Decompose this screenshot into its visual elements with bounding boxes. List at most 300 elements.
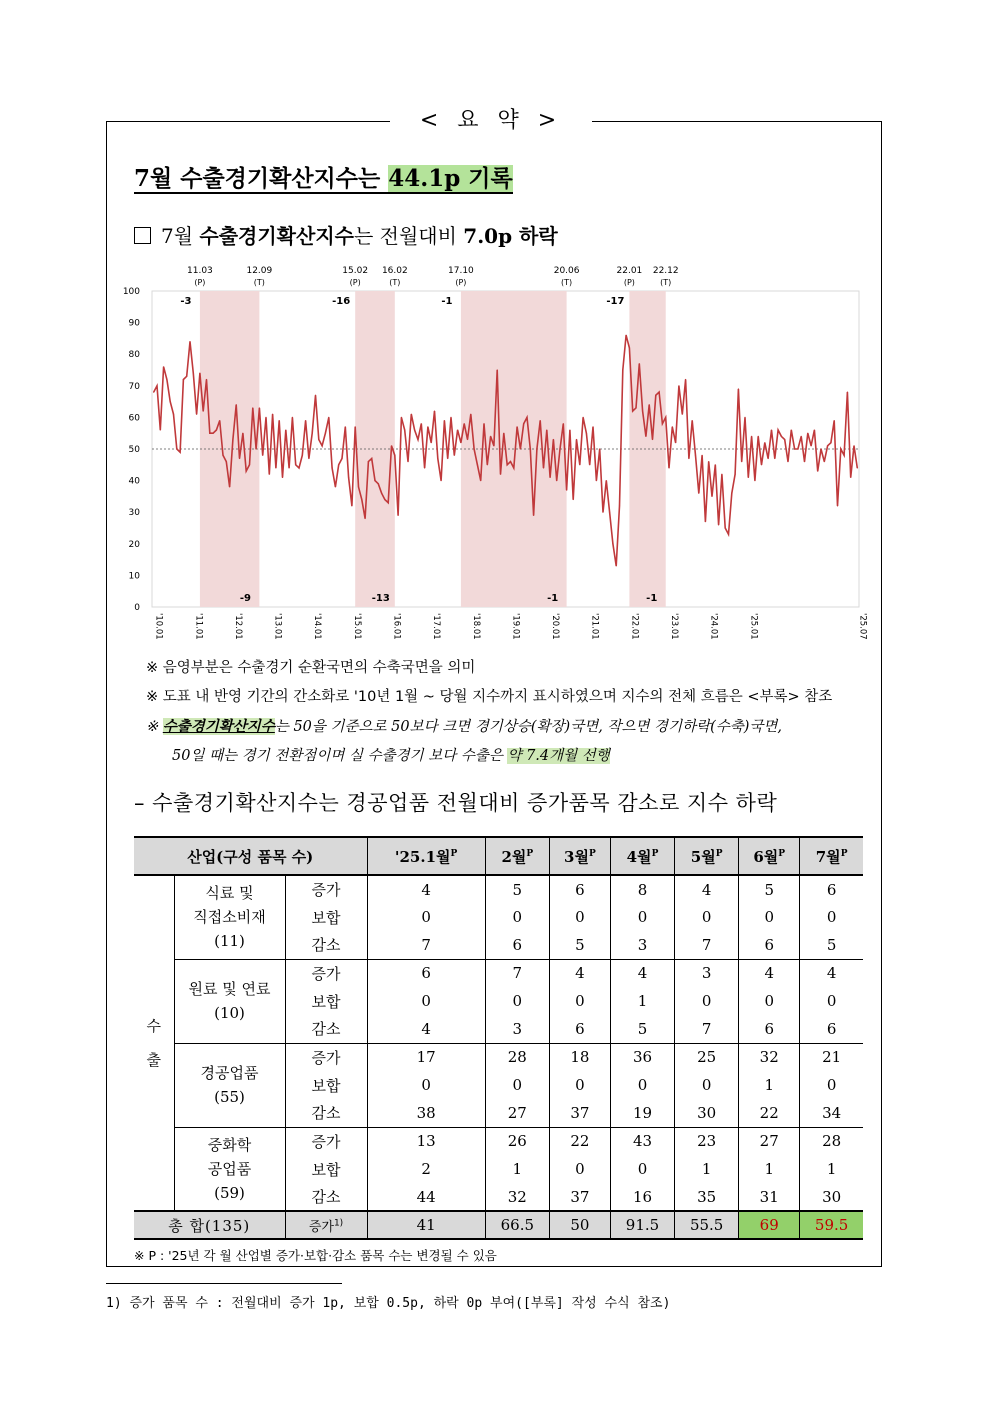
x-tick-label: '22.01 <box>629 613 640 640</box>
data-point <box>163 366 164 367</box>
value-cell: 0 <box>485 903 549 931</box>
data-point <box>189 341 190 342</box>
data-point <box>460 442 461 443</box>
lag-label: -13 <box>371 593 390 604</box>
data-point <box>701 455 702 456</box>
value-cell: 0 <box>739 987 800 1015</box>
header-month <box>800 837 863 875</box>
data-point <box>705 521 706 522</box>
lag-label: -9 <box>239 593 251 604</box>
data-point <box>827 445 828 446</box>
data-point <box>754 480 755 481</box>
data-point <box>652 439 653 440</box>
side-label-char: 출 <box>146 1051 161 1069</box>
data-point <box>331 467 332 468</box>
data-point <box>801 436 802 437</box>
data-point <box>576 439 577 440</box>
industry-category <box>174 1043 285 1127</box>
y-tick-label: 10 <box>128 571 140 582</box>
value-cell: 1 <box>739 1155 800 1183</box>
header-month <box>367 837 485 875</box>
data-point <box>378 483 379 484</box>
row-type-label: 보합 <box>285 1071 367 1099</box>
header-month <box>675 837 739 875</box>
category-line: 원료 및 연료 <box>188 980 271 998</box>
data-point <box>685 379 686 380</box>
value-cell: 34 <box>822 1103 842 1122</box>
data-point <box>695 455 696 456</box>
value-cell: 22 <box>739 1099 800 1127</box>
data-point <box>682 414 683 415</box>
category-line: (11) <box>214 932 245 951</box>
note-3-rest: 는 50을 기준으로 50보다 크면 경기상승(확장)국면, 작으면 경기하락(수축)국면, <box>274 719 783 735</box>
turning-point-date: 12.09 <box>246 266 273 276</box>
data-point <box>166 379 167 380</box>
data-point <box>768 458 769 459</box>
value-cell: 6 <box>549 875 610 903</box>
header-month <box>739 837 800 875</box>
row-type-label: 감소 <box>285 1015 367 1043</box>
data-point <box>156 385 157 386</box>
data-point <box>817 471 818 472</box>
table-body <box>134 875 863 1239</box>
data-point <box>196 414 197 415</box>
data-point <box>226 461 227 462</box>
data-point <box>255 448 256 449</box>
value-cell: 0 <box>675 987 739 1015</box>
data-point <box>649 404 650 405</box>
category-line: (55) <box>214 1088 245 1106</box>
data-point <box>239 458 240 459</box>
data-point <box>335 486 336 487</box>
data-point <box>285 429 286 430</box>
data-point <box>206 379 207 380</box>
value-cell: 1 <box>739 1071 800 1099</box>
data-point <box>550 477 551 478</box>
turning-point-date: 22.12 <box>652 266 679 276</box>
data-point <box>853 445 854 446</box>
data-point <box>183 379 184 380</box>
data-point <box>834 420 835 421</box>
data-point <box>374 480 375 481</box>
header-month <box>485 837 549 875</box>
value-cell: 32 <box>485 1183 549 1211</box>
value-cell: 28 <box>800 1127 863 1155</box>
note-1: ※ 음영부분은 수출경기 순환국면의 수축국면을 의미 <box>146 660 476 676</box>
data-point <box>467 439 468 440</box>
data-point <box>170 401 171 402</box>
lag-label: -1 <box>646 593 658 604</box>
x-tick-label: '20.01 <box>550 613 561 640</box>
turning-point-date: 16.02 <box>381 266 408 276</box>
total-value-cell: 66.5 <box>485 1211 549 1239</box>
data-point <box>358 486 359 487</box>
data-point <box>655 395 656 396</box>
section-title: < 요 약 > <box>390 106 592 136</box>
data-point <box>536 448 537 449</box>
turning-point-type: (P) <box>194 278 206 287</box>
data-point <box>741 461 742 462</box>
data-point <box>599 448 600 449</box>
value-cell: 25 <box>675 1043 739 1071</box>
preliminary-mark: P <box>526 848 534 859</box>
total-value-cell: 59.5 <box>800 1211 863 1239</box>
data-point <box>510 461 511 462</box>
data-point <box>213 433 214 434</box>
checkbox-square-icon <box>134 227 151 244</box>
value-cell: 6 <box>826 1019 837 1038</box>
row-type-label: 증가 <box>285 1043 367 1071</box>
turning-point-date: 17.10 <box>448 266 474 276</box>
data-point <box>781 436 782 437</box>
y-tick-label: 70 <box>128 381 140 392</box>
data-point <box>586 433 587 434</box>
data-point <box>236 404 237 405</box>
value-cell: 16 <box>610 1183 674 1211</box>
value-cell: 6 <box>549 1015 610 1043</box>
preliminary-mark: P <box>778 848 786 859</box>
bullet-bold-change: 7.0p 하락 <box>463 224 558 248</box>
value-cell: 0 <box>739 903 800 931</box>
value-cell: 1 <box>610 987 674 1015</box>
data-point <box>507 464 508 465</box>
turning-point-type: (P) <box>349 278 361 287</box>
headline-text: 7월 수출경기확산지수는 <box>134 165 389 192</box>
month-label: 7월 <box>815 847 841 866</box>
data-point <box>728 534 729 535</box>
value-cell: 4 <box>800 959 863 987</box>
data-point <box>616 565 617 566</box>
y-tick-label: 80 <box>128 350 140 361</box>
x-tick-label: '14.01 <box>312 613 323 640</box>
turning-point-type: (T) <box>660 278 672 287</box>
note-3-term: 수출경기확산지수 <box>162 718 275 735</box>
data-point <box>328 417 329 418</box>
x-tick-label: '24.01 <box>708 613 719 640</box>
category-line: 경공업품 <box>200 1064 259 1082</box>
month-label: 3월 <box>564 847 589 866</box>
y-tick-label: 90 <box>128 318 140 329</box>
total-value-cell: 69 <box>739 1211 800 1239</box>
value-cell: 5 <box>485 875 549 903</box>
data-point <box>480 480 481 481</box>
total-value-cell: 91.5 <box>610 1211 674 1239</box>
data-point <box>559 448 560 449</box>
data-point <box>711 496 712 497</box>
x-tick-label: '17.01 <box>431 613 442 640</box>
data-point <box>203 410 204 411</box>
data-point <box>487 464 488 465</box>
data-point <box>401 417 402 418</box>
bullet-pre: 7월 <box>161 224 200 248</box>
data-point <box>807 433 808 434</box>
data-point <box>659 392 660 393</box>
data-point <box>612 543 613 544</box>
row-type-label: 감소 <box>285 931 367 959</box>
y-tick-label: 20 <box>128 539 140 550</box>
data-point <box>242 433 243 434</box>
month-label: 6월 <box>753 847 779 866</box>
value-cell: 6 <box>485 931 549 959</box>
industry-category <box>174 959 285 1043</box>
value-cell: 0 <box>826 908 837 926</box>
value-cell: 1 <box>826 1160 837 1178</box>
data-point <box>758 436 759 437</box>
y-tick-label: 40 <box>128 476 140 487</box>
data-point <box>246 471 247 472</box>
data-point <box>606 480 607 481</box>
data-point <box>424 467 425 468</box>
data-point <box>563 423 564 424</box>
turning-point-type: (T) <box>253 278 265 287</box>
data-point <box>579 464 580 465</box>
data-point <box>708 461 709 462</box>
data-point <box>483 423 484 424</box>
data-point <box>437 458 438 459</box>
data-point <box>847 392 848 393</box>
data-point <box>516 426 517 427</box>
data-point <box>721 474 722 475</box>
data-point <box>470 414 471 415</box>
x-tick-label: '10.01 <box>153 613 164 640</box>
note-3 <box>146 712 832 742</box>
data-point <box>477 464 478 465</box>
value-cell: 0 <box>549 987 610 1015</box>
data-point <box>249 464 250 465</box>
data-point <box>305 420 306 421</box>
value-cell: 2 <box>367 1155 485 1183</box>
data-point <box>546 429 547 430</box>
data-point <box>619 505 620 506</box>
data-point <box>556 480 557 481</box>
data-point <box>787 461 788 462</box>
value-cell: 31 <box>739 1183 800 1211</box>
value-cell: 6 <box>826 880 837 899</box>
value-cell: 0 <box>367 903 485 931</box>
preliminary-mark: P <box>715 848 723 859</box>
data-point <box>371 458 372 459</box>
row-type-label: 증가 <box>285 1127 367 1155</box>
turning-point-date: 15.02 <box>342 266 369 276</box>
note-4 <box>146 742 832 771</box>
chart-notes <box>146 654 832 771</box>
data-point <box>566 489 567 490</box>
data-point <box>364 518 365 519</box>
data-point <box>540 420 541 421</box>
value-cell: 0 <box>549 1155 610 1183</box>
data-point <box>761 464 762 465</box>
data-point <box>411 414 412 415</box>
value-cell: 0 <box>675 1071 739 1099</box>
data-point <box>464 423 465 424</box>
data-point <box>361 499 362 500</box>
category-line: 식료 및 <box>205 884 254 903</box>
data-point <box>265 417 266 418</box>
data-point <box>609 512 610 513</box>
data-point <box>592 426 593 427</box>
data-point <box>414 429 415 430</box>
value-cell: 0 <box>675 903 739 931</box>
row-type-label: 보합 <box>285 903 367 931</box>
data-point <box>635 407 636 408</box>
data-point <box>503 433 504 434</box>
table-header-row <box>134 837 863 875</box>
footnote-marker: 1) <box>333 1218 344 1229</box>
value-cell: 23 <box>675 1127 739 1155</box>
industry-category <box>174 1127 285 1211</box>
y-tick-label: 0 <box>134 603 140 613</box>
data-point <box>404 429 405 430</box>
data-point <box>678 385 679 386</box>
data-point <box>622 369 623 370</box>
data-point <box>583 417 584 418</box>
data-point <box>645 436 646 437</box>
data-point <box>229 486 230 487</box>
y-tick-label: 50 <box>128 445 140 455</box>
month-label: 2월 <box>501 847 527 866</box>
data-point <box>160 429 161 430</box>
data-point <box>447 458 448 459</box>
data-point <box>520 448 521 449</box>
data-point <box>222 455 223 456</box>
month-label: '25.1월 <box>394 847 451 866</box>
data-point <box>450 417 451 418</box>
value-cell: 0 <box>826 992 837 1010</box>
data-point <box>804 461 805 462</box>
data-point <box>325 433 326 434</box>
data-point <box>176 448 177 449</box>
value-cell: 0 <box>485 1071 549 1099</box>
data-point <box>642 410 643 411</box>
data-point <box>764 442 765 443</box>
data-point <box>533 515 534 516</box>
data-point <box>289 467 290 468</box>
x-tick-label: '21.01 <box>589 613 600 640</box>
data-point <box>523 423 524 424</box>
data-point <box>454 455 455 456</box>
lag-label: -1 <box>547 593 559 604</box>
data-point <box>269 474 270 475</box>
data-point <box>840 448 841 449</box>
turning-point-date: 11.03 <box>187 266 213 276</box>
data-point <box>662 423 663 424</box>
data-point <box>252 407 253 408</box>
table-row <box>134 875 863 903</box>
data-point <box>282 477 283 478</box>
category-line: 공업품 <box>207 1159 252 1178</box>
data-point <box>675 442 676 443</box>
table-row <box>134 959 863 987</box>
value-cell: 30 <box>822 1187 842 1206</box>
data-point <box>295 464 296 465</box>
data-point <box>735 474 736 475</box>
data-point <box>407 461 408 462</box>
value-cell: 4 <box>739 959 800 987</box>
note-3-mark: ※ <box>146 719 163 735</box>
data-point <box>774 458 775 459</box>
bullet-mid: 는 전월대비 <box>353 224 464 248</box>
data-point <box>526 417 527 418</box>
value-cell: 5 <box>739 875 800 903</box>
data-point <box>543 467 544 468</box>
data-point <box>384 499 385 500</box>
preliminary-mark: P <box>651 848 659 859</box>
value-cell: 0 <box>610 903 674 931</box>
total-row <box>134 1211 863 1239</box>
data-point <box>513 467 514 468</box>
x-tick-label: '13.01 <box>272 613 283 640</box>
turning-point-type: (P) <box>623 278 635 287</box>
header-industry: 산업(구성 품목 수) <box>134 837 367 875</box>
table-row <box>134 1127 863 1155</box>
lag-label: -3 <box>180 296 192 307</box>
data-point <box>493 445 494 446</box>
data-point <box>345 426 346 427</box>
data-point <box>625 335 626 336</box>
data-point <box>589 464 590 465</box>
category-line: (59) <box>214 1183 245 1202</box>
data-point <box>417 439 418 440</box>
data-point <box>209 433 210 434</box>
row-type-label: 보합 <box>285 987 367 1015</box>
data-point <box>771 429 772 430</box>
data-point <box>312 433 313 434</box>
category-line: 중화학 <box>207 1135 252 1154</box>
value-cell: 32 <box>739 1043 800 1071</box>
data-point <box>777 429 778 430</box>
data-point <box>751 436 752 437</box>
data-point <box>569 429 570 430</box>
data-point <box>820 448 821 449</box>
data-point <box>665 417 666 418</box>
header-month <box>610 837 674 875</box>
row-type-label: 감소 <box>285 1099 367 1127</box>
value-cell: 7 <box>367 931 485 959</box>
note-4-pre: 50일 때는 경기 전환점이며 실 수출경기 보다 수출은 <box>172 748 508 764</box>
side-label-char: 수 <box>146 1017 161 1035</box>
turning-point-date: 22.01 <box>616 266 643 276</box>
y-tick-label: 100 <box>122 287 140 297</box>
data-point <box>315 395 316 396</box>
value-cell: 30 <box>675 1099 739 1127</box>
x-tick-label: '25.07 <box>857 613 868 640</box>
value-cell: 17 <box>367 1043 485 1071</box>
month-label: 4월 <box>626 847 652 866</box>
value-cell: 1 <box>675 1155 739 1183</box>
data-point <box>668 467 669 468</box>
value-cell: 5 <box>826 935 837 954</box>
data-point <box>440 480 441 481</box>
bullet-summary <box>134 220 558 249</box>
value-cell: 5 <box>549 931 610 959</box>
data-point <box>497 369 498 370</box>
sub-summary: – 수출경기확산지수는 경공업품 전월대비 증가품목 감소로 지수 하락 <box>134 791 778 815</box>
row-type-label: 증가 <box>285 959 367 987</box>
data-point <box>715 464 716 465</box>
data-point <box>292 417 293 418</box>
data-point <box>824 461 825 462</box>
value-cell: 44 <box>367 1183 485 1211</box>
x-tick-label: '16.01 <box>391 613 402 640</box>
value-cell: 0 <box>826 1076 837 1094</box>
value-cell: 0 <box>610 1155 674 1183</box>
value-cell: 7 <box>675 931 739 959</box>
data-point <box>553 439 554 440</box>
data-point <box>573 499 574 500</box>
data-point <box>341 458 342 459</box>
month-label: 5월 <box>690 847 716 866</box>
row-type-label: 보합 <box>285 1155 367 1183</box>
